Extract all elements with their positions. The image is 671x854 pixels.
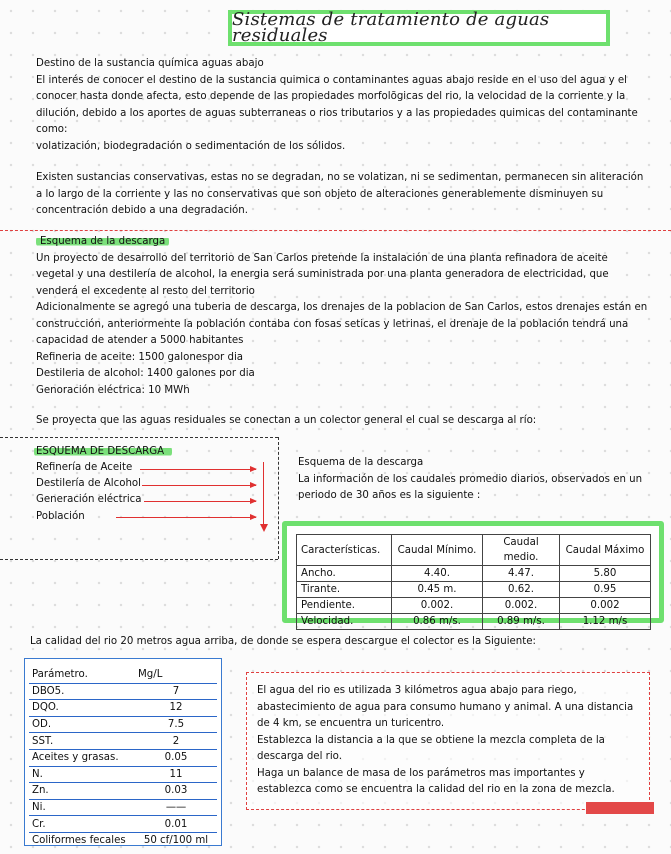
diagram-bottom-border — [0, 559, 278, 560]
table-cell: OD. — [29, 716, 135, 733]
table-row — [29, 766, 217, 783]
table-row — [297, 566, 651, 582]
caudal-header-cell: Caudal medio. — [483, 535, 560, 566]
parameter-header-cell: Parámetro. — [29, 667, 135, 683]
table-cell: 4.47. — [483, 566, 560, 582]
parameter-header-cell: Mg/L — [135, 667, 217, 683]
table-cell: Cr. — [29, 816, 135, 833]
problem-box — [246, 672, 650, 810]
table-cell: SST. — [29, 733, 135, 750]
diagram-items — [36, 460, 142, 525]
table-cell: DBO5. — [29, 683, 135, 700]
table-cell: DQO. — [29, 700, 135, 717]
table-cell: Tirante. — [297, 582, 392, 598]
arrow-destileria — [142, 485, 256, 486]
table-cell: 5.80 — [560, 566, 651, 582]
table-row — [29, 716, 217, 733]
table-cell: 0.002. — [392, 598, 483, 614]
table-cell: 0.62. — [483, 582, 560, 598]
intro-processes: volatización, biodegradación o sedimentación de los sólidos. — [36, 140, 346, 152]
parameter-table-frame — [24, 658, 222, 846]
esquema-heading: Esquema de la descarga — [36, 236, 169, 247]
table-cell: 1.12 m/s — [560, 614, 651, 630]
table-cell: 0.01 — [135, 816, 217, 833]
diagram-item-generacion: Generación eléctrica — [36, 494, 142, 506]
parameter-table — [29, 667, 217, 849]
diagram-right-border — [278, 437, 279, 559]
diagram-item-refineria: Refinería de Aceite — [36, 462, 133, 473]
table-cell: 50 cf/100 ml — [143, 835, 209, 847]
esquema-section — [36, 234, 648, 430]
table-cell: 7.5 — [135, 716, 217, 733]
table-row — [29, 799, 217, 816]
red-marker — [586, 802, 654, 814]
table-row — [29, 783, 217, 800]
calidad-text: La calidad del rio 20 metros agua arriba, de donde se espera descargue el colector es la Siguiente: — [30, 636, 536, 647]
table-cell: 7 — [135, 683, 217, 700]
arrow-generacion — [144, 501, 256, 502]
arrow-poblacion — [116, 517, 256, 518]
diagram-item-poblacion: Población — [36, 510, 85, 522]
caudal-header-cell: Caudal Mínimo. — [392, 535, 483, 566]
table-row — [29, 832, 217, 848]
table-row — [29, 749, 217, 766]
arrow-collector-down — [263, 462, 264, 530]
table-row — [29, 733, 217, 750]
caudal-section — [298, 455, 648, 505]
problem-paragraph-3: Haga un balance de masa de los parámetros mas importantes y establezca como se encuentra la calidad del rio en la zona de mezcla. — [257, 767, 615, 795]
caudal-text: La información de los caudales promedio diarios, observados en un periodo de 30 años es la siguiente : — [298, 473, 643, 501]
caudal-table-frame — [282, 521, 664, 627]
esquema-line-refineria: Refineria de aceite: 1500 galonespor dia — [36, 351, 244, 363]
caudal-header-cell: Características. — [297, 535, 392, 566]
table-cell: 0.86 m/s. — [392, 614, 483, 630]
esquema-line-generacion: Genoración eléctrica: 10 MWh — [36, 384, 190, 396]
esquema-paragraph-3: Se proyecta que las aguas residuales se conectan a un colector general el cual se descarga al río: — [36, 415, 537, 426]
section-divider — [0, 230, 671, 231]
table-cell: N. — [29, 766, 135, 783]
esquema-line-destileria: Destileria de alcohol: 1400 galones por dia — [36, 368, 255, 379]
caudal-heading: Esquema de la descarga — [298, 457, 424, 468]
table-cell: Ancho. — [297, 566, 392, 582]
intro-paragraph: El interés de conocer el destino de la sustancia quimica o contaminantes aguas abajo reside en el uso del agua y el conocer hasta donde afecta, esto depende de las propiedades morfolõgicas del rio, la velocidad de la corriente y la dilución, debido a los aportes de aguas subterraneas o rios tributarios y a las propiedades quimicas del contaminante como: — [36, 74, 638, 135]
intro-paragraph-2: Existen sustancias conservativas, estas no se degradan, no se volatizan, ni se sedimentan, permanecen sin aliteración a lo largo de la corriente y las no conservativas que son objeto de alteraciones generablemente disminuyen su concentración debido a una degradación. — [36, 172, 644, 216]
table-cell: Velocidad. — [297, 614, 392, 630]
table-cell: 0.95 — [560, 582, 651, 598]
intro-section — [36, 56, 646, 220]
table-cell: 11 — [135, 766, 217, 783]
table-cell: 0.03 — [135, 783, 217, 800]
table-row — [297, 598, 651, 614]
table-cell: 0.45 m. — [392, 582, 483, 598]
table-cell: Zn. — [29, 783, 135, 800]
problem-paragraph-2: Establezca la distancia a la que se obtiene la mezcla completa de la descarga del rio. — [257, 734, 605, 762]
diagram-top-border — [0, 437, 278, 438]
table-row — [297, 582, 651, 598]
esquema-paragraph-2: Adicionalmente se agregó una tuberia de descarga, los drenajes de la poblacion de San Carlos, estos drenajes están en construcción, anteriormente la población contaba con fosas seticas y letrinas, el drenaje de la población tendrá una capacidad de atender a 5000 habitantes — [36, 302, 648, 346]
table-cell: 0.002 — [560, 598, 651, 614]
caudal-table — [296, 534, 651, 630]
table-cell: 0.89 m/s. — [483, 614, 560, 630]
intro-heading: Destino de la sustancia química aguas abajo — [36, 58, 264, 69]
table-cell: Ni. — [29, 799, 135, 816]
table-cell: —— — [135, 799, 217, 816]
diagram-item-destileria: Destilería de Alcohol — [36, 478, 141, 490]
title-box — [228, 10, 610, 46]
table-cell: Aceites y grasas. — [29, 749, 135, 766]
diagram-title: ESQUEMA DE DESCARGA — [34, 446, 172, 457]
caudal-header-cell: Caudal Máximo — [560, 535, 651, 566]
table-cell: 12 — [135, 700, 217, 717]
arrow-refineria — [140, 469, 256, 470]
parameter-header-row — [29, 667, 217, 683]
table-cell: 2 — [135, 733, 217, 750]
diagram-title-wrap — [34, 444, 172, 461]
table-cell: Pendiente. — [297, 598, 392, 614]
esquema-paragraph-1: Un proyecto de desarrollo del territorio de San Carlos pretende la instalación de una planta refinadora de aceite vegetal y una destilería de alcohol, la energia será suministrada por una planta generadora de electricidad, que venderá el excedente al resto del territorio — [36, 252, 609, 297]
table-row — [29, 683, 217, 700]
table-cell: Coliformes fecales — [32, 835, 126, 847]
table-cell: 0.05 — [135, 749, 217, 766]
table-row — [29, 816, 217, 833]
table-row — [297, 614, 651, 630]
problem-paragraph-1: El agua del rio es utilizada 3 kilómetros agua abajo para riego, abastecimiento de agua para consumo humano y animal. A una distancia de 4 km, se encuentra un turicentro. — [257, 685, 634, 729]
caudal-header-row — [297, 535, 651, 566]
page-title: Sistemas de tratamiento de aguas residuales — [232, 8, 550, 46]
table-row — [29, 700, 217, 717]
table-cell: 4.40. — [392, 566, 483, 582]
table-cell: 0.002. — [483, 598, 560, 614]
